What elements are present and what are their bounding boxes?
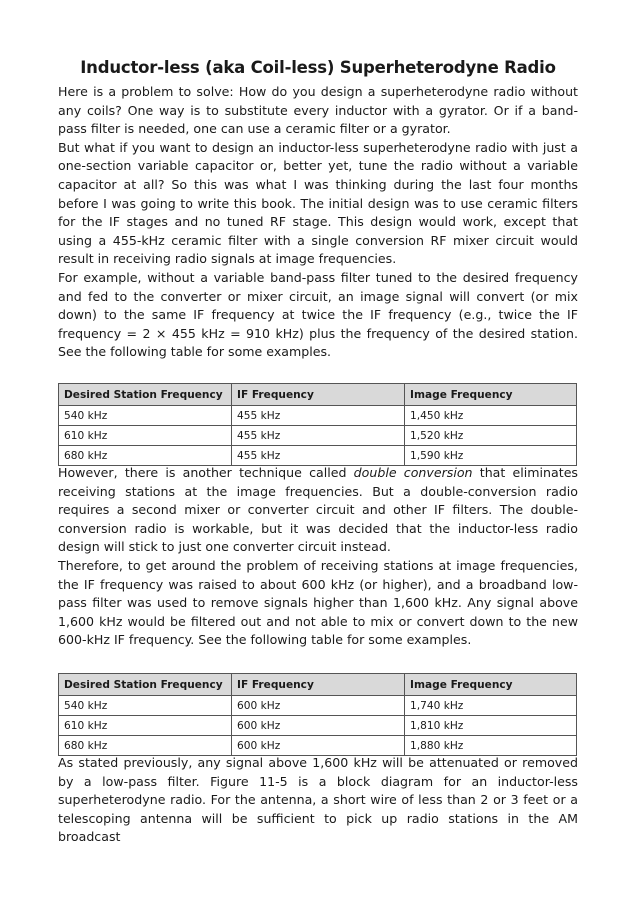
column-header-image: Image Frequency [405,674,577,696]
table-row [59,446,577,466]
table-cell: 600 kHz [232,736,405,756]
table-cell: 680 kHz [59,736,232,756]
table-cell: 540 kHz [59,696,232,716]
table-cell: 455 kHz [232,406,405,426]
table-cell: 1,450 kHz [405,406,577,426]
table-cell: 1,520 kHz [405,426,577,446]
paragraph-low-pass: As stated previously, any signal above 1,600 kHz will be attenuated or removed by a low-pass filter. Figure 11-5 is a block diagram for an inductor-less superheterodyne radio. For the antenna, a short wire of less than 2 or 3 feet or a telescoping antenna will be sufficient to pick up radio stations in the AM broadcast [58,755,578,845]
frequency-table-600 [58,673,577,756]
paragraph-intro: Here is a problem to solve: How do you design a superheterodyne radio without any coils? One way is to substitute every inductor with a gyrator. Or if a band-pass filter is needed, one can use a ceramic filter or a gyrator. [58,84,578,137]
column-header-desired: Desired Station Frequency [59,384,232,406]
table-row [59,406,577,426]
table-row [59,696,577,716]
table-row [59,736,577,756]
table-cell: 455 kHz [232,426,405,446]
paragraph-if-raised: Therefore, to get around the problem of receiving stations at image frequencies, the IF frequency was raised to about 600 kHz (or higher), and a broadband low-pass filter was used to remove signals higher than 1,600 kHz. Any signal above 1,600 kHz would be filtered out and not able to mix or convert down to the new 600-kHz IF frequency. See the following table for some examples. [58,557,578,648]
table-row [59,716,577,736]
closing-section [58,754,578,847]
double-conversion-section [58,464,578,650]
paragraph-text: that eliminates receiving stations at the image frequencies. But a double-conversion radio requires a second mixer or converter circuit and other IF filters. The double-conversion radio is workable, but it was decided that the inductor-less radio design will stick to just one converter circuit instead. [58,465,578,555]
table-cell: 1,590 kHz [405,446,577,466]
table-cell: 455 kHz [232,446,405,466]
table-cell: 610 kHz [59,426,232,446]
paragraph-double-conversion [58,464,578,557]
intro-section [58,83,578,362]
table-header-row [59,674,577,696]
column-header-if: IF Frequency [232,384,405,406]
table-cell: 610 kHz [59,716,232,736]
table-cell: 680 kHz [59,446,232,466]
paragraph-example: For example, without a variable band-pass filter tuned to the desired frequency and fed to the converter or mixer circuit, an image signal will convert (or mix down) to the same IF frequency at twice the IF frequency (e.g., twice the IF frequency = 2 × 455 kHz = 910 kHz) plus the frequency of the desired station. See the following table for some examples. [58,269,578,360]
paragraph-design: But what if you want to design an inductor-less superheterodyne radio with just a one-section variable capacitor or, better yet, tune the radio without a variable capacitor at all? So this was what I was thinking during the last four months before I was going to write this book. The initial design was to use ceramic filters for the IF stages and no tuned RF stage. This design would work, except that using a 455-kHz ceramic filter with a single conversion RF mixer circuit would result in receiving radio signals at image frequencies. [58,139,578,267]
page-title: Inductor-less (aka Coil-less) Superheterodyne Radio [80,58,556,77]
table-cell: 1,740 kHz [405,696,577,716]
column-header-if: IF Frequency [232,674,405,696]
table-header-row [59,384,577,406]
frequency-table-455 [58,383,577,466]
table-cell: 600 kHz [232,716,405,736]
emphasis-term: double conversion [353,465,473,480]
table-cell: 1,810 kHz [405,716,577,736]
table-cell: 1,880 kHz [405,736,577,756]
table-row [59,426,577,446]
table-cell: 540 kHz [59,406,232,426]
column-header-image: Image Frequency [405,384,577,406]
table-cell: 600 kHz [232,696,405,716]
column-header-desired: Desired Station Frequency [59,674,232,696]
paragraph-text: However, there is another technique called [58,465,354,480]
